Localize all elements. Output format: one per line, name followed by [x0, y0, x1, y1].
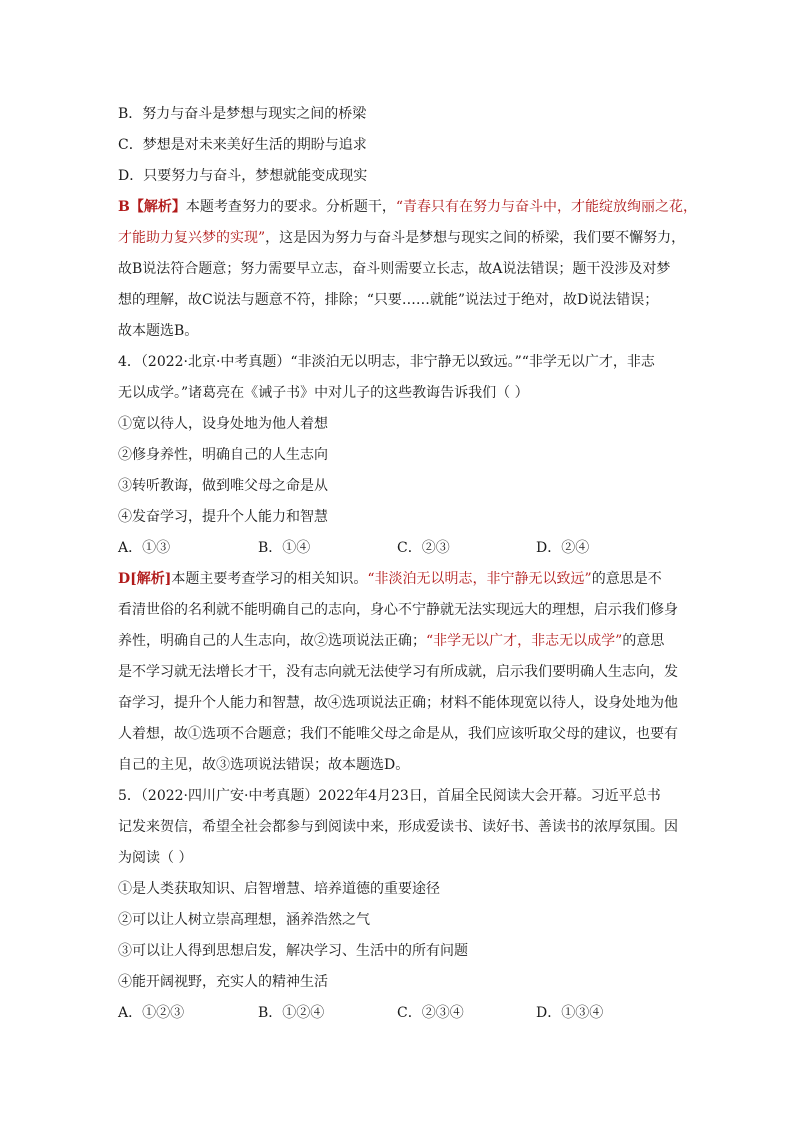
q4-item-1: ①宽以待人，设身处地为他人着想 — [118, 416, 328, 432]
q4-answer: D — [118, 571, 131, 587]
q3-answer: B — [118, 199, 130, 215]
q4-analysis-line-7: 自己的主见，故③选项说法错误；故本题选D。 — [118, 757, 410, 773]
q4-item-4: ④发奋学习，提升个人能力和智慧 — [118, 509, 328, 525]
q5-choice-d: D．①③④ — [536, 1005, 604, 1021]
q5-stem-line-2: 记发来贺信，希望全社会都参与到阅读中来，形成爱读书、读好书、善读书的浓厚氛围。因 — [118, 819, 678, 835]
q4-analysis-line-4: 是不学习就无法增长才干，没有志向就无法使学习有所成就，启示我们要明确人生志向，发 — [118, 664, 678, 680]
q4-item-2: ②修身养性，明确自己的人生志向 — [118, 447, 328, 463]
q5-choice-a: A．①②③ — [118, 1005, 185, 1021]
q3-quote: “青春只有在努力与奋斗中，才能绽放绚丽之花， — [395, 199, 697, 215]
q4-analysis-line-1 — [118, 569, 662, 589]
q4-choice-a: A．①③ — [118, 540, 171, 556]
q5-item-2: ②可以让人树立崇高理想，涵养浩然之气 — [118, 912, 370, 928]
q4-analysis-text: 养性，明确自己的人生志向，故②选项说法正确； — [118, 633, 426, 649]
q5-stem-line-3: 为阅读（ ） — [118, 850, 193, 866]
q3-quote-cont: 才能助力复兴梦的实现” — [118, 230, 266, 246]
q4-analysis-text: 的意思 — [622, 633, 665, 649]
q5-item-1: ①是人类获取知识、启智增慧、培养道德的重要途径 — [118, 881, 440, 897]
q4-choice-c: C．②③ — [397, 540, 450, 556]
q3-option-d: D．只要努力与奋斗，梦想就能变成现实 — [118, 168, 368, 184]
q3-analysis-line-3: 故B说法符合题意；努力需要早立志，奋斗则需要立长志，故A说法错误；题干没涉及对梦 — [118, 261, 671, 277]
q4-stem-line-2: 无以成学。”诸葛亮在《诫子书》中对儿子的这些教诲告诉我们（ ） — [118, 385, 529, 401]
q4-analysis-text: 本题主要考查学习的相关知识。 — [171, 571, 368, 587]
q3-analysis-text: 本题考查努力的要求。分析题干， — [185, 199, 396, 215]
q3-analysis-line-4: 想的理解，故C说法与题意不符，排除；“只要……就能”说法过于绝对，故D说法错误； — [118, 292, 659, 308]
q3-analysis-tag: 【解析】 — [129, 199, 186, 215]
q4-stem-line-1: 4．（2022·北京·中考真题）“非淡泊无以明志，非宁静无以致远。”“非学无以广才，非志 — [118, 354, 655, 370]
q5-choice-c: C．②③④ — [397, 1005, 464, 1021]
q5-stem-line-1: 5．（2022·四川广安·中考真题）2022年4月23日，首届全民阅读大会开幕。习近平总书 — [118, 788, 661, 804]
q3-option-c: C．梦想是对未来美好生活的期盼与追求 — [118, 137, 367, 153]
q3-analysis-line-5: 故本题选B。 — [118, 323, 199, 339]
q4-analysis-text: 的意思是不 — [591, 571, 662, 587]
q3-analysis-line-2 — [118, 228, 685, 248]
q4-analysis-tag: [解析] — [130, 571, 172, 587]
q4-analysis-line-6: 人着想，故①选项不合题意；我们不能唯父母之命是从，我们应该听取父母的建议，也要有 — [118, 726, 678, 742]
q4-choice-d: D．②④ — [536, 540, 590, 556]
q4-analysis-line-2: 看清世俗的名利就不能明确自己的志向，身心不宁静就无法实现远大的理想，启示我们修身 — [118, 602, 678, 618]
q3-option-b: B．努力与奋斗是梦想与现实之间的桥梁 — [118, 106, 367, 122]
q3-analysis-line-1 — [118, 197, 697, 217]
q5-item-3: ③可以让人得到思想启发，解决学习、生活中的所有问题 — [118, 943, 468, 959]
q4-quote-1: “非淡泊无以明志，非宁静无以致远” — [367, 571, 592, 587]
q4-choice-b: B．①④ — [258, 540, 311, 556]
q4-quote-2: “非学无以广才，非志无以成学” — [426, 633, 623, 649]
q4-analysis-line-3 — [118, 631, 664, 651]
q3-analysis-text: ，这是因为努力与奋斗是梦想与现实之间的桥梁，我们要不懈努力， — [265, 230, 686, 246]
q4-analysis-line-5: 奋学习，提升个人能力和智慧，故④选项说法正确；材料不能体现宽以待人，设身处地为他 — [118, 695, 678, 711]
q5-item-4: ④能开阔视野，充实人的精神生活 — [118, 974, 328, 990]
q4-item-3: ③转听教诲，做到唯父母之命是从 — [118, 478, 328, 494]
q5-choice-b: B．①②④ — [258, 1005, 325, 1021]
